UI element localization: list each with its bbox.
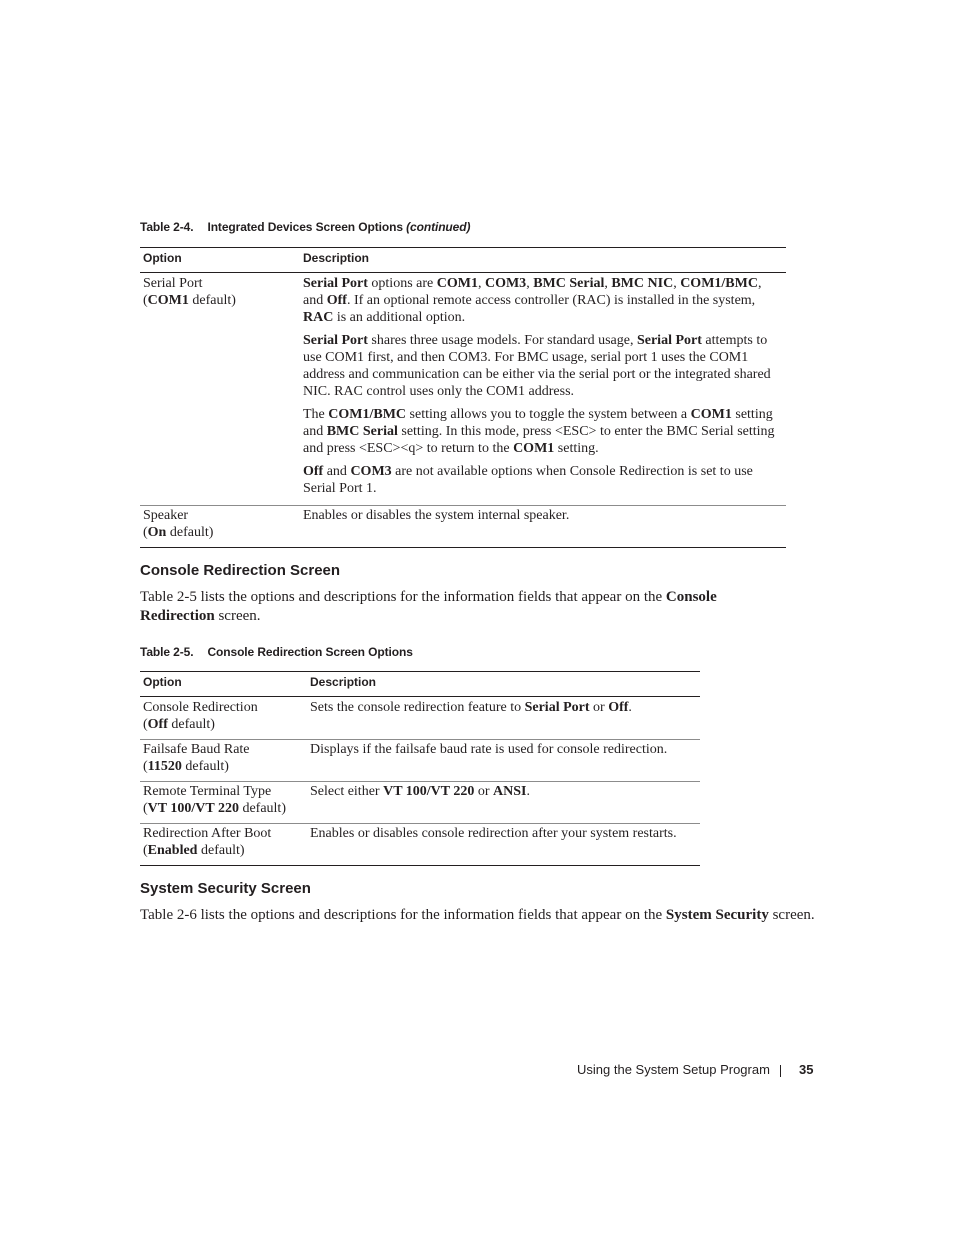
table-row-console-redirection-option <box>143 699 308 733</box>
table-header-rule <box>140 696 700 697</box>
table-row-speaker-option <box>143 507 293 541</box>
table-row-redirection-after-boot-option <box>143 825 308 859</box>
table-caption-number: Table 2-5. <box>140 645 194 659</box>
column-header-option: Option <box>143 251 182 265</box>
option-name: Remote Terminal Type <box>143 784 272 799</box>
table-row-serial-port-option <box>143 275 293 309</box>
serial-desc-paragraph-1: Serial Port options are COM1, COM3, BMC Serial, BMC NIC, COM1/BMC, and Off. If an optional remote access controller (RAC) is installed in the system, RAC is an additional option. <box>303 276 762 325</box>
column-header-option: Option <box>143 675 182 689</box>
table-caption-title: Integrated Devices Screen Options <box>207 220 403 234</box>
table-row-console-redirection-description: Sets the console redirection feature to Serial Port or Off. <box>310 700 632 715</box>
table-top-rule <box>140 247 786 248</box>
table-row-failsafe-baud-rate-description: Displays if the failsafe baud rate is used for console redirection. <box>310 742 668 757</box>
option-default: (COM1 default) <box>143 293 236 308</box>
section-intro-system-security: Table 2-6 lists the options and descriptions for the information fields that appear on the System Security screen. <box>140 907 815 923</box>
serial-desc-paragraph-4: Off and COM3 are not available options when Console Redirection is set to use Serial Port 1. <box>303 464 753 496</box>
table-2-5-caption <box>140 645 413 659</box>
table-row-serial-port-description <box>303 275 779 497</box>
option-default: (VT 100/VT 220 default) <box>143 801 286 816</box>
table-row-divider <box>140 739 700 740</box>
table-row-remote-terminal-type-description: Select either VT 100/VT 220 or ANSI. <box>310 784 530 799</box>
option-name: Failsafe Baud Rate <box>143 742 250 757</box>
serial-desc-paragraph-3: The COM1/BMC setting allows you to toggle the system between a COM1 setting and BMC Serial setting. In this mode, press <ESC> to enter the BMC Serial setting and press <ESC><q> to return to the COM1 setting. <box>303 407 775 456</box>
table-row-redirection-after-boot-description: Enables or disables console redirection after your system restarts. <box>310 826 677 841</box>
table-row-divider <box>140 781 700 782</box>
table-row-speaker-description: Enables or disables the system internal speaker. <box>303 508 570 523</box>
table-row-divider <box>140 823 700 824</box>
option-default: (11520 default) <box>143 759 229 774</box>
option-name: Serial Port <box>143 276 203 291</box>
table-caption-number: Table 2-4. <box>140 220 194 234</box>
footer-separator <box>780 1065 781 1077</box>
option-name: Redirection After Boot <box>143 826 272 841</box>
table-top-rule <box>140 671 700 672</box>
section-intro-console-redirection: Table 2-5 lists the options and descriptions for the information fields that appear on the Console Redirection screen. <box>140 589 717 624</box>
table-row-failsafe-baud-rate-option <box>143 741 308 775</box>
footer-chapter-title: Using the System Setup Program <box>577 1062 770 1077</box>
column-header-description: Description <box>310 675 377 689</box>
section-heading-system-security: System Security Screen <box>140 880 311 897</box>
table-2-4-caption <box>140 220 470 234</box>
table-bottom-rule <box>140 865 700 866</box>
option-name: Console Redirection <box>143 700 258 715</box>
table-row-divider <box>140 505 786 506</box>
option-default: (Enabled default) <box>143 843 245 858</box>
table-caption-suffix: (continued) <box>406 220 471 234</box>
serial-desc-paragraph-2: Serial Port shares three usage models. For standard usage, Serial Port attempts to use COM1 first, and then COM3. For BMC usage, serial port 1 uses the COM1 address and communication can be either via the serial port or the integrated shared NIC. RAC control uses only the COM1 address. <box>303 333 771 399</box>
table-row-remote-terminal-type-option <box>143 783 308 817</box>
section-heading-console-redirection: Console Redirection Screen <box>140 562 341 579</box>
option-name: Speaker <box>143 508 189 523</box>
table-caption-title: Console Redirection Screen Options <box>207 645 413 659</box>
table-bottom-rule <box>140 547 786 548</box>
page-number: 35 <box>799 1062 814 1077</box>
option-default: (Off default) <box>143 717 215 732</box>
table-header-rule <box>140 272 786 273</box>
option-default: (On default) <box>143 525 214 540</box>
column-header-description: Description <box>303 251 370 265</box>
